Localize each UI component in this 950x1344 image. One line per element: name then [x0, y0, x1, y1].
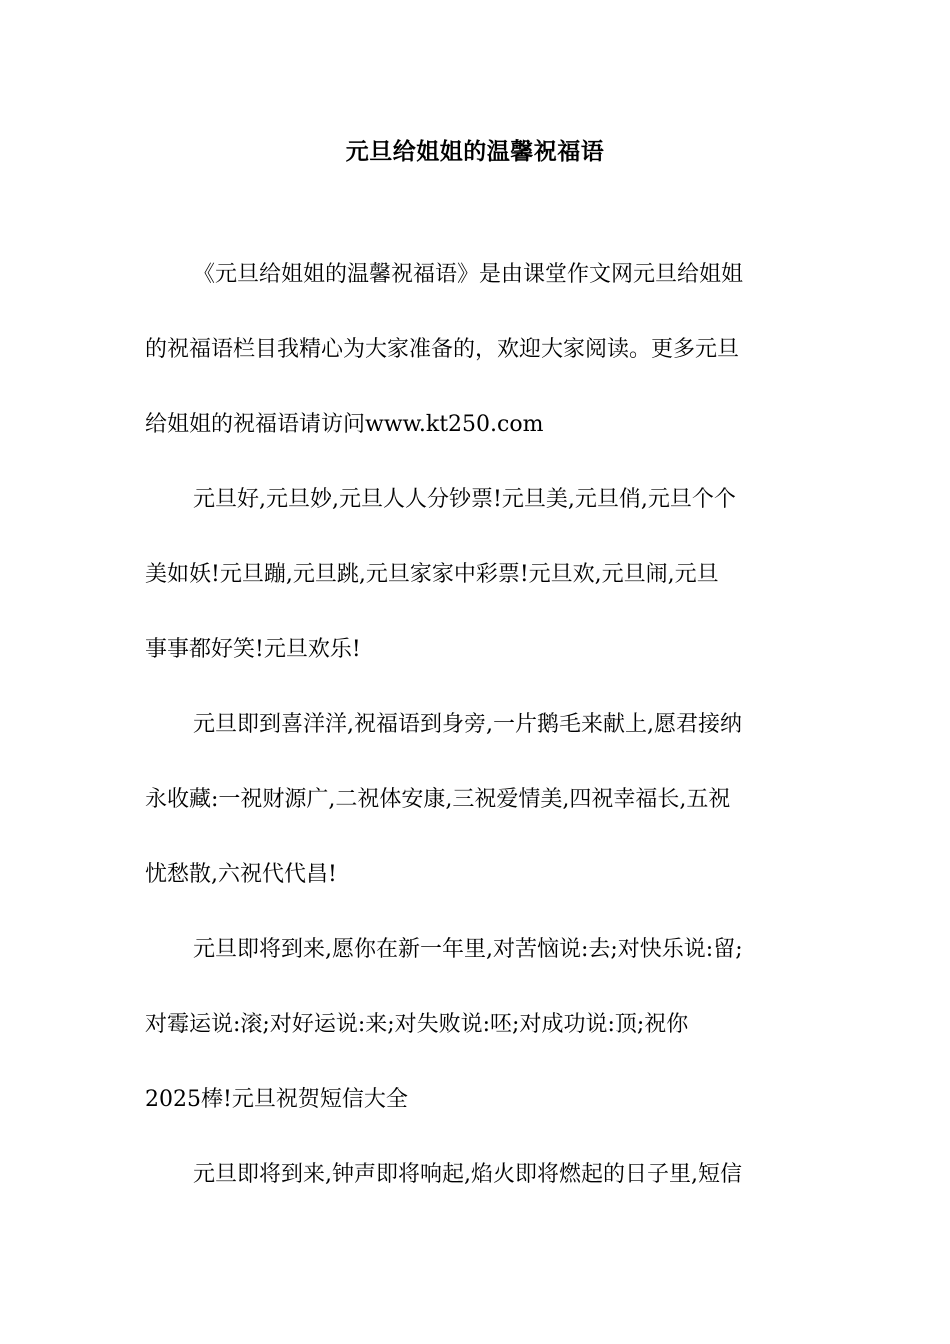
paragraph-1-line-3: 给姐姐的祝福语请访问www.kt250.com [145, 412, 544, 437]
paragraph-4-line-1: 元旦即将到来,愿你在新一年里,对苦恼说:去;对快乐说:留; [193, 937, 743, 962]
paragraph-1-line-1: 《元旦给姐姐的温馨祝福语》是由课堂作文网元旦给姐姐 [193, 262, 744, 287]
paragraph-3-line-1: 元旦即到喜洋洋,祝福语到身旁,一片鹅毛来献上,愿君接纳 [193, 712, 742, 737]
paragraph-5-line-1: 元旦即将到来,钟声即将响起,焰火即将燃起的日子里,短信 [193, 1162, 742, 1187]
paragraph-1-line-2: 的祝福语栏目我精心为大家准备的，欢迎大家阅读。更多元旦 [145, 337, 740, 362]
paragraph-4-line-2: 对霉运说:滚;对好运说:来;对失败说:呸;对成功说:顶;祝你 [145, 1012, 689, 1037]
paragraph-2-line-2: 美如妖!元旦蹦,元旦跳,元旦家家中彩票!元旦欢,元旦闹,元旦 [145, 562, 719, 587]
paragraph-3-line-3: 忧愁散,六祝代代昌! [145, 862, 337, 887]
paragraph-3-line-2: 永收藏:一祝财源广,二祝体安康,三祝爱情美,四祝幸福长,五祝 [145, 787, 731, 812]
page-title: 元旦给姐姐的温馨祝福语 [345, 139, 605, 165]
paragraph-2-line-1: 元旦好,元旦妙,元旦人人分钞票!元旦美,元旦俏,元旦个个 [193, 487, 736, 512]
paragraph-2-line-3: 事事都好笑!元旦欢乐! [145, 637, 361, 662]
paragraph-4-line-3: 2025棒!元旦祝贺短信大全 [145, 1087, 408, 1112]
